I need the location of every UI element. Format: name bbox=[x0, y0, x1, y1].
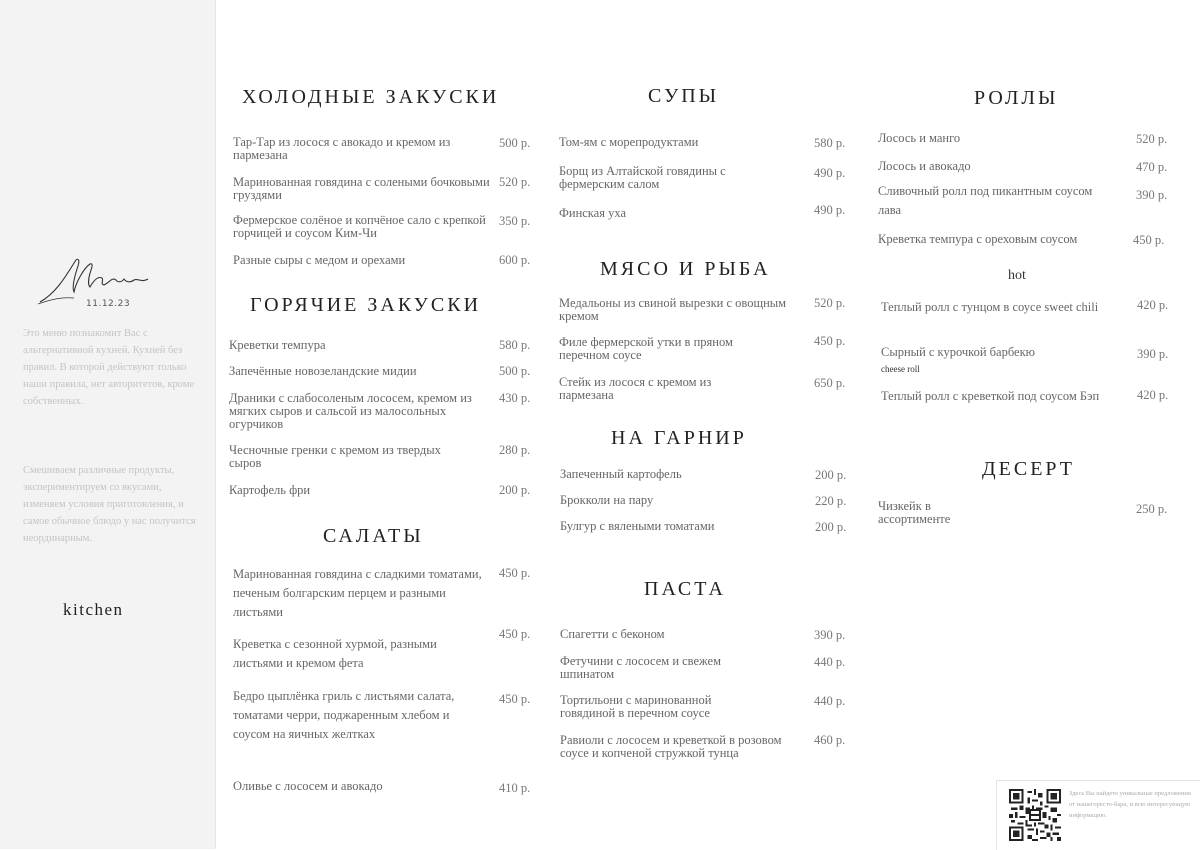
menu-item: Сырный с курочкой барбекю bbox=[881, 345, 1035, 359]
menu-price: 650 р. bbox=[814, 376, 846, 390]
menu-item: Оливье с лососем и авокадо bbox=[233, 779, 383, 793]
menu-item: Запеченный картофель bbox=[560, 467, 682, 481]
menu-item: Чизкейк в ассортименте bbox=[878, 499, 951, 526]
sidebar bbox=[0, 0, 216, 849]
menu-item: Тортильони с маринованной говядиной в перечном соусе bbox=[560, 693, 712, 720]
menu-item: Чесночные гренки с кремом из твердых сыров bbox=[229, 443, 441, 470]
section-title-hot: ГОРЯЧИЕ ЗАКУСКИ bbox=[250, 294, 482, 316]
menu-item: Маринованная говядина с солеными бочковыми груздями bbox=[233, 175, 490, 202]
menu-item: Булгур с вялеными томатами bbox=[560, 519, 715, 533]
menu-date: 11.12.23 bbox=[86, 299, 131, 309]
about-text-2: Смешиваем различные продукты, экспериментируем со вкусами, изменяем условия приготовления, и самое обычное блюдо у нас получится неординарным. bbox=[23, 465, 196, 544]
section-title-rolls: РОЛЛЫ bbox=[974, 87, 1059, 109]
menu-item: Борщ из Алтайской говядины с фермерским салом bbox=[559, 164, 726, 191]
menu-price: 390 р. bbox=[1136, 188, 1168, 202]
menu-price: 520 р. bbox=[814, 296, 846, 310]
menu-price: 580 р. bbox=[814, 136, 846, 150]
menu-price: 440 р. bbox=[814, 694, 846, 708]
menu-price: 450 р. bbox=[499, 692, 531, 706]
menu-item: Финская уха bbox=[559, 206, 626, 220]
menu-price: 500 р. bbox=[499, 136, 531, 150]
menu-item: Лосось и манго bbox=[878, 131, 961, 145]
menu-item: Стейк из лосося с кремом из пармезана bbox=[559, 375, 712, 402]
menu-item: Фетучини с лососем и свежем шпинатом bbox=[560, 654, 721, 681]
menu-item: Теплый ролл с креветкой под соусом Бэп bbox=[881, 389, 1100, 403]
menu-price: 450 р. bbox=[499, 566, 531, 580]
about-text: Это меню познакомит Вас с альтернативной кухней. Кухней без правил. В которой действуют только наши правила, нет авторитетов, кроме собственных. bbox=[23, 328, 195, 407]
menu-price: 440 р. bbox=[814, 655, 846, 669]
menu-item: Разные сыры с медом и орехами bbox=[233, 253, 406, 267]
section-title-soups: СУПЫ bbox=[648, 85, 720, 107]
qr-block bbox=[996, 780, 1200, 850]
qr-code-icon[interactable] bbox=[1009, 789, 1061, 841]
menu-price: 280 р. bbox=[499, 443, 531, 457]
menu-item: Тар-Тар из лосося с авокадо и кремом из пармезана bbox=[233, 135, 451, 162]
menu-price: 450 р. bbox=[499, 627, 531, 641]
menu-item: Картофель фри bbox=[229, 483, 311, 497]
menu-price: 580 р. bbox=[499, 338, 531, 352]
menu-item: Креветки темпура bbox=[229, 338, 326, 352]
menu-price: 600 р. bbox=[499, 253, 531, 267]
menu-price: 200 р. bbox=[815, 520, 847, 534]
menu-item: Запечённые новозеландские мидии bbox=[229, 364, 417, 378]
menu-price: 200 р. bbox=[499, 483, 531, 497]
menu-item: Медальоны из свиной вырезки с овощным кремом bbox=[559, 296, 787, 323]
cheese-roll-label: cheese roll bbox=[881, 364, 920, 374]
section-title-garnish: НА ГАРНИР bbox=[611, 427, 747, 449]
section-title-dessert: ДЕСЕРТ bbox=[982, 458, 1075, 480]
menu-price: 470 р. bbox=[1136, 160, 1168, 174]
menu-item: Драники с слабосоленым лососем, кремом из мягких сыров и сальсой из малосольных огурчиков bbox=[229, 391, 472, 431]
section-title-cold: ХОЛОДНЫЕ ЗАКУСКИ bbox=[242, 86, 500, 108]
menu-price: 500 р. bbox=[499, 364, 531, 378]
menu-price: 520 р. bbox=[1136, 132, 1168, 146]
menu-item: Том-ям с морепродуктами bbox=[559, 135, 699, 149]
menu-price: 450 р. bbox=[814, 334, 846, 348]
section-title-meat: МЯСО И РЫБА bbox=[600, 258, 771, 280]
menu-item: Спагетти с беконом bbox=[560, 627, 665, 641]
menu-item: Лосось и авокадо bbox=[878, 159, 971, 173]
menu-item: Фермерское солёное и копчёное сало с крепкой горчицей и соусом Ким-Чи bbox=[233, 213, 486, 240]
menu-item: Равиоли с лососем и креветкой в розовом соусе и копченой стружкой тунца bbox=[560, 733, 782, 760]
kitchen-label: kitchen bbox=[63, 600, 124, 619]
menu-price: 490 р. bbox=[814, 203, 846, 217]
menu-item: Креветка с сезонной хурмой, разными листьями и кремом фета bbox=[233, 637, 437, 670]
menu-item: Филе фермерской утки в пряном перечном соусе bbox=[559, 335, 733, 362]
section-title-pasta: ПАСТА bbox=[644, 578, 726, 600]
menu-item: Брокколи на пару bbox=[560, 493, 654, 507]
menu-price: 430 р. bbox=[499, 391, 531, 405]
menu-item: Креветка темпура с ореховым соусом bbox=[878, 232, 1078, 246]
menu-item: Сливочный ролл под пикантным соусом лава bbox=[878, 184, 1093, 217]
menu-price: 490 р. bbox=[814, 166, 846, 180]
menu-price: 410 р. bbox=[499, 781, 531, 795]
menu-item: Маринованная говядина с сладкими томатами, печеным болгарским перцем и разными листьями bbox=[233, 567, 482, 619]
menu-price: 350 р. bbox=[499, 214, 531, 228]
menu-price: 250 р. bbox=[1136, 502, 1168, 516]
menu-price: 200 р. bbox=[815, 468, 847, 482]
menu-item: Теплый ролл с тунцом в соусе sweet chili bbox=[881, 300, 1099, 314]
section-title-salads: САЛАТЫ bbox=[323, 525, 424, 547]
qr-description: Здесь Вы найдете уникальные предложения от нашегоресто-бара, и всю интересующую информацию. bbox=[1069, 790, 1191, 819]
hot-label: hot bbox=[1008, 268, 1026, 283]
menu-price: 460 р. bbox=[814, 733, 846, 747]
menu-item: Бедро цыплёнка гриль с листьями салата, томатами черри, поджаренным хлебом и соусом на яичных желтках bbox=[233, 689, 455, 741]
menu-price: 420 р. bbox=[1137, 388, 1169, 402]
menu-price: 390 р. bbox=[1137, 347, 1169, 361]
menu-price: 520 р. bbox=[499, 175, 531, 189]
menu-price: 450 р. bbox=[1133, 233, 1165, 247]
menu-price: 390 р. bbox=[814, 628, 846, 642]
menu-price: 220 р. bbox=[815, 494, 847, 508]
menu-price: 420 р. bbox=[1137, 298, 1169, 312]
